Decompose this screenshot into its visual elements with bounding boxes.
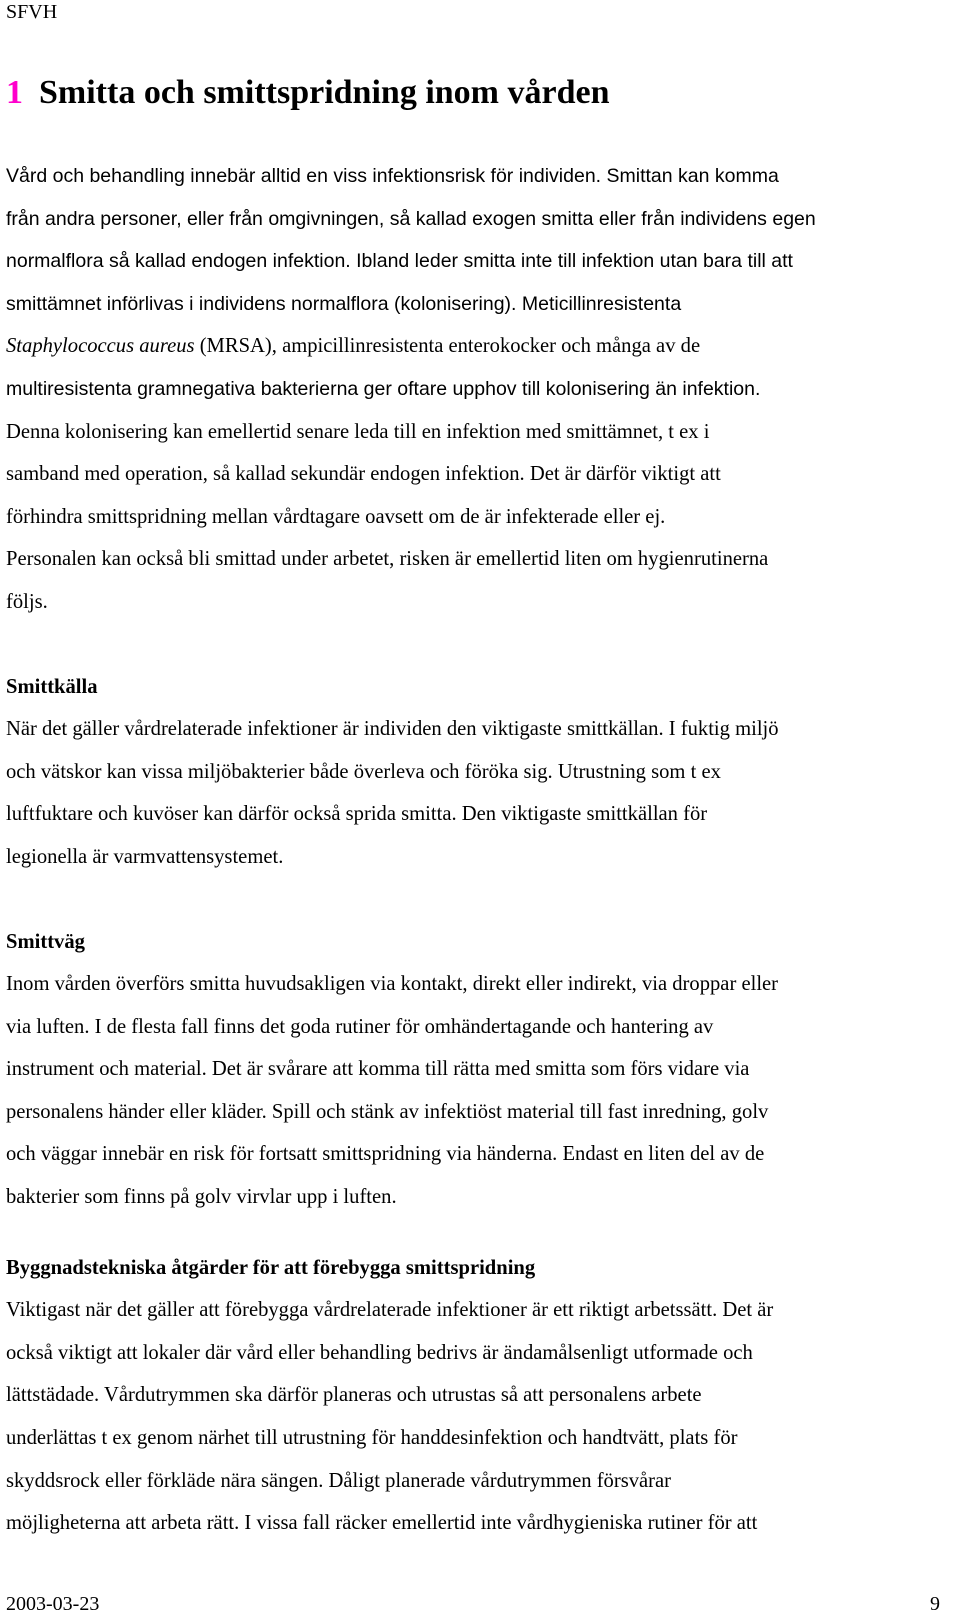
- section-smittvag: [6, 921, 946, 1219]
- section-line: och väggar innebär en risk för fortsatt smittspridning via händerna. Endast en liten del av de: [6, 1143, 765, 1166]
- footer-date: 2003-03-23: [6, 1593, 100, 1615]
- page-number: 9: [930, 1593, 940, 1615]
- chapter-title: Smitta och smittspridning inom vården: [39, 74, 610, 111]
- section-line: bakterier som finns på golv virvlar upp i luften.: [6, 1186, 397, 1209]
- section-line: Viktigast när det gäller att förebygga vårdrelaterade infektioner är ett riktigt arbetssätt. Det är: [6, 1299, 774, 1322]
- text-segment: Vård och behandling innebär alltid en viss infektionsrisk för individen. Smittan kan komma: [6, 165, 779, 187]
- intro-line-4: [6, 283, 946, 326]
- section-line: luftfuktare och kuvöser kan därför också sprida smitta. Den viktigaste smittkällan för: [6, 803, 708, 826]
- spacer: [6, 1219, 946, 1247]
- text-segment: multiresistenta gramnegativa bakterierna ger oftare upphov till kolonisering än infektion.: [6, 377, 761, 400]
- section-line: personalens händer eller kläder. Spill och stänk av infektiöst material till fast inredning, golv: [6, 1100, 769, 1123]
- intro-line-5: [6, 325, 946, 368]
- section-line: När det gäller vårdrelaterade infektioner är individen den viktigaste smittkällan. I fuktig miljö: [6, 718, 779, 741]
- text-segment: normalflora så kallad endogen infektion. Ibland leder smitta inte till infektion utan bara till att: [6, 250, 793, 273]
- intro-line-2: [6, 198, 946, 241]
- chapter-heading: [6, 70, 610, 116]
- intro-line-3: [6, 240, 946, 283]
- text-segment: samband med operation, så kallad sekundär endogen infektion. Det är därför viktigt att: [6, 463, 721, 486]
- running-header: SFVH: [6, 1, 58, 23]
- spacer: [6, 879, 946, 921]
- text-segment: Denna kolonisering kan emellertid senare leda till en infektion med smittämnet, t ex i: [6, 420, 710, 443]
- document-body: [6, 155, 946, 1545]
- text-segment: Personalen kan också bli smittad under arbetet, risken är emellertid liten om hygienrutinerna: [6, 548, 769, 571]
- text-segment: följs.: [6, 590, 48, 613]
- section-line: via luften. I de flesta fall finns det goda rutiner för omhändertagande och hantering av: [6, 1015, 714, 1038]
- page-footer: [6, 1592, 940, 1616]
- chapter-number: 1: [6, 74, 23, 111]
- section-byggnadstekniska: [6, 1247, 946, 1545]
- section-heading: Smittväg: [6, 930, 85, 953]
- text-segment: förhindra smittspridning mellan vårdtagare oavsett om de är infekterade eller ej.: [6, 505, 666, 528]
- section-smittkalla: [6, 666, 946, 879]
- intro-line-7: [6, 411, 946, 454]
- intro-line-9: [6, 496, 946, 539]
- intro-line-6: [6, 368, 946, 411]
- section-line: möjligheterna att arbeta rätt. I vissa fall räcker emellertid inte vårdhygieniska rutiner för att: [6, 1512, 758, 1535]
- intro-line-11: [6, 581, 946, 624]
- intro-paragraph: [6, 155, 946, 624]
- section-heading: Byggnadstekniska åtgärder för att förebygga smittspridning: [6, 1256, 536, 1279]
- section-heading: Smittkälla: [6, 675, 98, 698]
- intro-line-8: [6, 453, 946, 496]
- intro-line-1: [6, 155, 946, 198]
- section-line: instrument och material. Det är svårare att komma till rätta med smitta som förs vidare via: [6, 1058, 750, 1081]
- section-line: lättstädade. Vårdutrymmen ska därför planeras och utrustas så att personalens arbete: [6, 1384, 702, 1407]
- section-line: legionella är varmvattensystemet.: [6, 845, 284, 868]
- intro-line-10: [6, 538, 946, 581]
- section-line: Inom vården överförs smitta huvudsakligen via kontakt, direkt eller indirekt, via droppar eller: [6, 973, 779, 996]
- section-line: underlättas t ex genom närhet till utrustning för handdesinfektion och handtvätt, plats för: [6, 1427, 738, 1450]
- text-segment: från andra personer, eller från omgivningen, så kallad exogen smitta eller från individens egen: [6, 207, 816, 230]
- section-line: skyddsrock eller förkläde nära sängen. Dåligt planerade vårdutrymmen försvårar: [6, 1469, 672, 1492]
- spacer: [6, 624, 946, 666]
- section-line: också viktigt att lokaler där vård eller behandling bedrivs är ändamålsenligt utformade och: [6, 1341, 753, 1364]
- species-name: Staphylococcus aureus: [6, 335, 195, 358]
- text-segment: (MRSA), ampicillinresistenta enterokocker och många av de: [194, 335, 701, 358]
- section-line: och vätskor kan vissa miljöbakterier både överleva och föröka sig. Utrustning som t ex: [6, 760, 721, 783]
- text-segment: smittämnet införlivas i individens normalflora (kolonisering). Meticillinresistenta: [6, 292, 682, 315]
